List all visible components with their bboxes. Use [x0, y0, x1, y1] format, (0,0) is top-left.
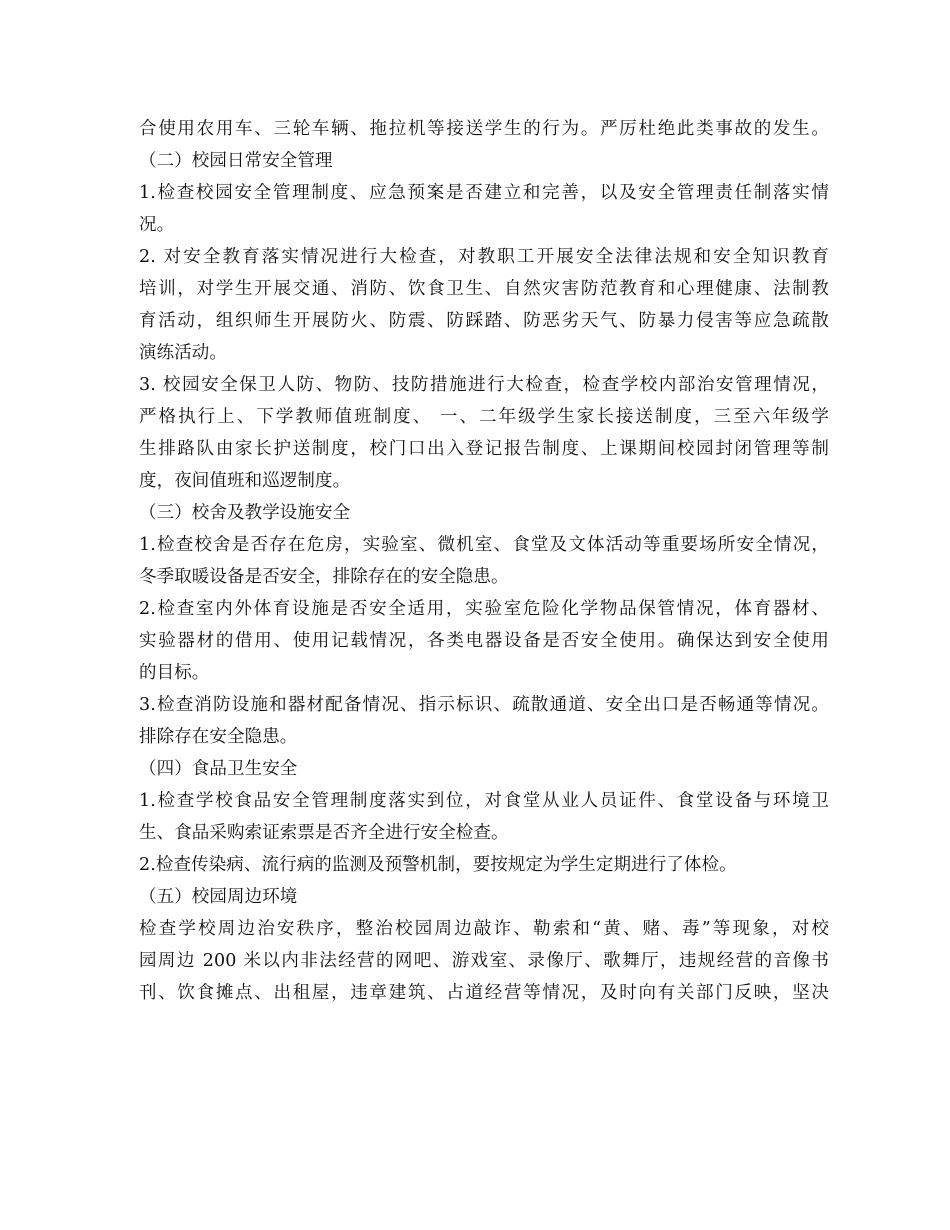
text-line: 生、食品采购索证索票是否齐全进行安全检查。 [139, 823, 509, 843]
text-line: 排除存在安全隐患。 [139, 727, 298, 747]
text-line: 度，夜间值班和巡逻制度。 [139, 471, 351, 491]
text-line: 的目标。 [139, 663, 210, 683]
section-heading: （四）食品卫生安全 [139, 759, 298, 779]
section-heading: （五）校园周边环境 [139, 887, 298, 907]
text-line: 检查学校周边治安秩序，整治校园周边敲诈、勒索和“黄、赌、毒”等现象，对校 [139, 919, 829, 939]
text-line: 刊、饮食摊点、出租屋，违章建筑、占道经营等情况，及时向有关部门反映，坚决 [139, 983, 829, 1003]
text-line: 2. 对安全教育落实情况进行大检查，对教职工开展安全法律法规和安全知识教育 [139, 247, 829, 267]
text-line: 1.检查学校食品安全管理制度落实到位，对食堂从业人员证件、食堂设备与环境卫 [139, 791, 829, 811]
text-line: 1.检查校舍是否存在危房，实验室、微机室、食堂及文体活动等重要场所安全情况， [139, 535, 829, 555]
text-line: 况。 [139, 215, 175, 235]
document-body [139, 113, 829, 1009]
text-line: 实验器材的借用、使用记载情况，各类电器设备是否安全使用。确保达到安全使用 [139, 631, 829, 651]
text-line: 2.检查室内外体育设施是否安全适用，实验室危险化学物品保管情况，体育器材、 [139, 599, 829, 619]
text-line: 合使用农用车、三轮车辆、拖拉机等接送学生的行为。严厉杜绝此类事故的发生。 [139, 119, 829, 139]
text-line: 园周边 200 米以内非法经营的网吧、游戏室、录像厅、歌舞厅，违规经营的音像书 [139, 951, 829, 971]
text-line: 生排路队由家长护送制度，校门口出入登记报告制度、上课期间校园封闭管理等制 [139, 439, 829, 459]
text-line: 培训，对学生开展交通、消防、饮食卫生、自然灾害防范教育和心理健康、法制教 [139, 279, 829, 299]
text-line: 严格执行上、下学教师值班制度、 一、二年级学生家长接送制度，三至六年级学 [139, 407, 829, 427]
text-line: 演练活动。 [139, 343, 227, 363]
text-line: 1.检查校园安全管理制度、应急预案是否建立和完善，以及安全管理责任制落实情 [139, 183, 829, 203]
text-line: 3. 校园安全保卫人防、物防、技防措施进行大检查，检查学校内部治安管理情况， [139, 375, 829, 395]
text-line: 冬季取暖设备是否安全，排除存在的安全隐患。 [139, 567, 509, 587]
text-line: 3.检查消防设施和器材配备情况、指示标识、疏散通道、安全出口是否畅通等情况。 [139, 695, 829, 715]
section-heading: （二）校园日常安全管理 [139, 151, 333, 171]
section-heading: （三）校舍及教学设施安全 [139, 503, 351, 523]
text-line: 育活动，组织师生开展防火、防震、防踩踏、防恶劣天气、防暴力侵害等应急疏散 [139, 311, 829, 331]
text-line: 2.检查传染病、流行病的监测及预警机制，要按规定为学生定期进行了体检。 [139, 855, 737, 875]
